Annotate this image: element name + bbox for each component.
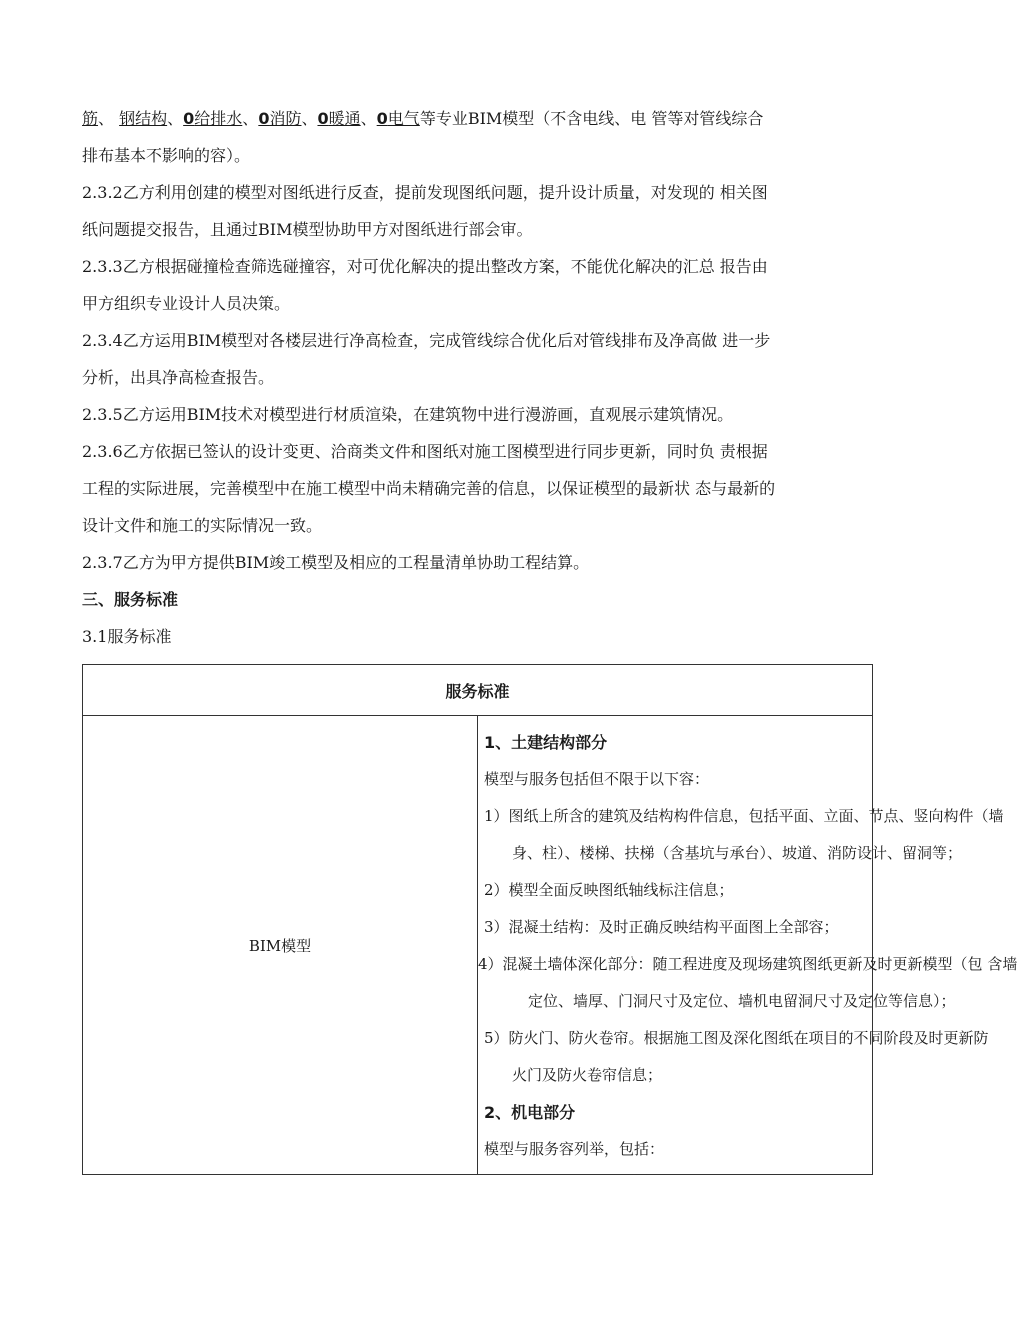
document-body — [82, 100, 882, 655]
item-2-3-2-line-2: 纸问题提交报告，且通过BIM模型协助甲方对图纸进行部会审。 — [82, 220, 533, 239]
content-item-1a: 1）图纸上所含的建筑及结构构件信息，包括平面、立面、节点、竖向构件（墙 — [484, 807, 1004, 825]
text-hvac: 暖通 — [328, 109, 361, 128]
item-2-3-7-line-1: 2.3.7乙方为甲方提供BIM竣工模型及相应的工程量清单协助工程结算。 — [82, 553, 590, 572]
row-label: BIM模型 — [83, 716, 478, 1175]
content-intro-civil: 模型与服务包括但不限于以下容： — [484, 770, 710, 788]
table-row — [83, 716, 873, 1175]
checkbox-mark: 0 — [183, 109, 195, 128]
item-2-3-6-line-1: 2.3.6乙方依据已签认的设计变更、洽商类文件和图纸对施工图模型进行同步更新，同时负 责根据 — [82, 442, 768, 461]
intro-line-1 — [82, 100, 882, 137]
item-2-3-4-line-2: 分析，出具净高检查报告。 — [82, 368, 275, 387]
intro-line-2: 排布基本不影响的容）。 — [82, 146, 251, 165]
checkbox-mark: 0 — [258, 109, 270, 128]
content-item-4b: 定位、墙厚、门洞尺寸及定位、墙机电留洞尺寸及定位等信息）； — [528, 992, 956, 1010]
content-item-4a: 4）混凝土墙体深化部分：随工程进度及现场建筑图纸更新及时更新模型（包 含墙 — [478, 955, 1017, 973]
intro-tail: 等专业BIM模型（不含电线、电 管等对管线综合 — [419, 109, 764, 128]
content-item-5a: 5）防火门、防火卷帘。根据施工图及深化图纸在项目的不同阶段及时更新防 — [484, 1029, 989, 1047]
item-2-3-3-line-2: 甲方组织专业设计人员决策。 — [82, 294, 291, 313]
text-steel: 钢结构 — [119, 109, 168, 128]
text-rebar: 筋 — [82, 109, 99, 128]
item-2-3-6-line-2: 工程的实际进展，完善模型中在施工模型中尚未精确完善的信息，以保证模型的最新状 态与最新的 — [82, 479, 776, 498]
separator: 、 — [98, 109, 120, 128]
separator: 、 — [301, 109, 318, 128]
item-2-3-4-line-1: 2.3.4乙方运用BIM模型对各楼层进行净高检查，完成管线综合优化后对管线排布及净高做 进一步 — [82, 331, 771, 350]
content-item-5b: 火门及防火卷帘信息； — [512, 1066, 663, 1084]
text-fire: 消防 — [269, 109, 302, 128]
table-header-row — [83, 665, 873, 716]
checkbox-mark: 0 — [376, 109, 388, 128]
separator: 、 — [167, 109, 184, 128]
content-item-3: 3）混凝土结构：及时正确反映结构平面图上全部容； — [484, 918, 839, 936]
item-2-3-2-line-1: 2.3.2乙方利用创建的模型对图纸进行反查，提前发现图纸问题，提升设计质量，对发现的 相关图 — [82, 183, 768, 202]
separator: 、 — [360, 109, 377, 128]
item-2-3-5-line-1: 2.3.5乙方运用BIM技术对模型进行材质渲染，在建筑物中进行漫游画，直观展示建筑情况。 — [82, 405, 734, 424]
service-standard-table — [82, 664, 1017, 1175]
content-item-1b: 身、柱）、楼梯、扶梯（含基坑与承台）、坡道、消防设计、留洞等； — [512, 844, 963, 862]
content-intro-mep: 模型与服务容列举，包括： — [484, 1140, 665, 1158]
row-content — [478, 716, 1017, 1175]
checkbox-mark: 0 — [317, 109, 329, 128]
text-water: 给排水 — [194, 109, 243, 128]
item-2-3-6-line-3: 设计文件和施工的实际情况一致。 — [82, 516, 323, 535]
content-heading-civil: 1、土建结构部分 — [484, 733, 608, 752]
separator: 、 — [242, 109, 259, 128]
text-electric: 电气 — [387, 109, 420, 128]
content-heading-mep: 2、机电部分 — [484, 1103, 576, 1122]
section-subheading: 3.1服务标准 — [82, 627, 172, 646]
item-2-3-3-line-1: 2.3.3乙方根据碰撞检查筛选碰撞容，对可优化解决的提出整改方案，不能优化解决的汇总 报告由 — [82, 257, 768, 276]
table-header: 服务标准 — [83, 665, 873, 716]
content-item-2: 2）模型全面反映图纸轴线标注信息； — [484, 881, 734, 899]
section-heading: 三、服务标准 — [82, 590, 179, 609]
